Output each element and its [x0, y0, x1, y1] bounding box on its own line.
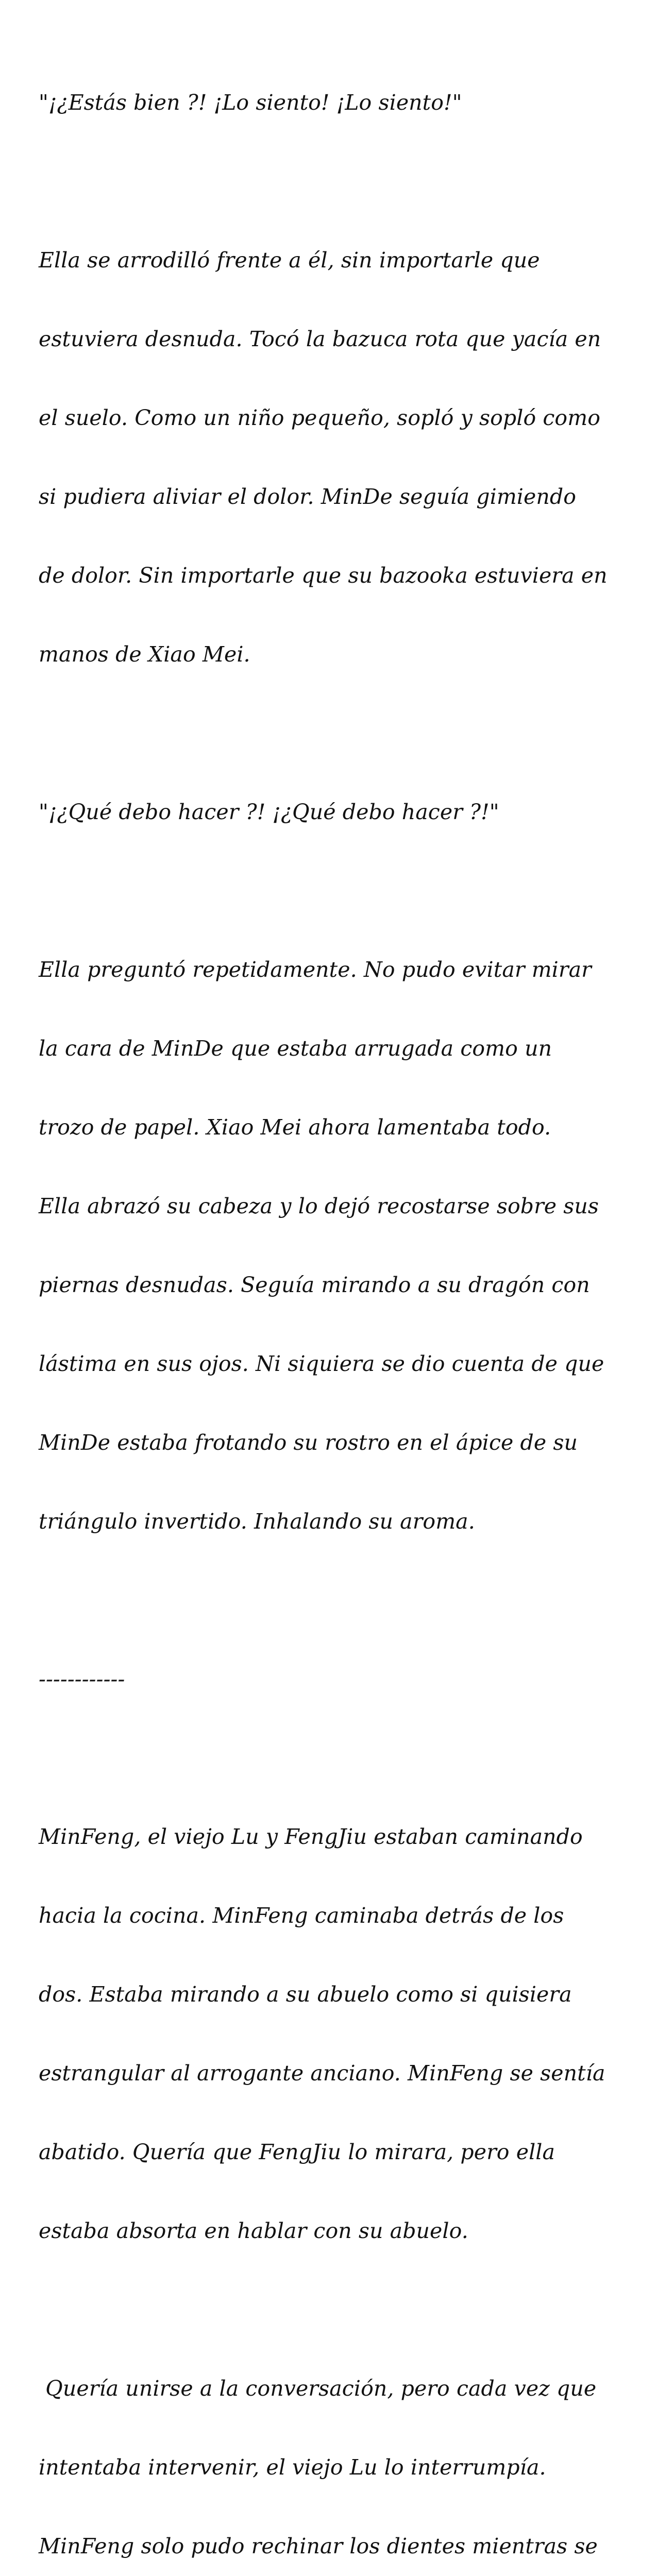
text-line: MinFeng, el viejo Lu y FengJiu estaban caminando	[39, 1824, 583, 1849]
text-line: "¡¿Qué debo hacer ?! ¡¿Qué debo hacer ?!"	[39, 800, 499, 824]
paragraph-gap	[39, 878, 636, 904]
document-page	[39, 37, 636, 2576]
paragraph-gap	[39, 1587, 636, 1614]
text-line: Ella preguntó repetidamente. No pudo evitar mirar	[39, 957, 592, 982]
text-line: Quería unirse a la conversación, pero cada vez que	[39, 2376, 597, 2401]
text-line: MinFeng solo pudo rechinar los dientes mientras se	[39, 2534, 598, 2558]
text-line: triángulo invertido. Inhalando su aroma.	[39, 1509, 475, 1534]
narration-paragraph-4	[39, 2323, 636, 2576]
text-line: el suelo. Como un niño pequeño, sopló y sopló como	[39, 405, 600, 430]
text-line: piernas desnudas. Seguía mirando a su dragón con	[39, 1273, 590, 1297]
dialogue-paragraph-1	[39, 37, 636, 168]
paragraph-gap	[39, 1745, 636, 1771]
text-line: hacia la cocina. MinFeng caminaba detrás de los	[39, 1903, 564, 1928]
paragraph-gap	[39, 720, 636, 747]
text-line: estrangular al arrogante anciano. MinFeng se sentía	[39, 2061, 605, 2086]
text-line: estuviera desnuda. Tocó la bazuca rota que yacía en	[39, 327, 601, 351]
text-line: intentaba intervenir, el viejo Lu lo interrumpía.	[39, 2455, 546, 2480]
narration-paragraph-2	[39, 904, 636, 1587]
text-line: la cara de MinDe que estaba arrugada como un	[39, 1036, 552, 1061]
scene-divider	[39, 1614, 636, 1745]
text-line: MinDe estaba frotando su rostro en el ápice de su	[39, 1430, 578, 1455]
text-line: "¡¿Estás bien ?! ¡Lo siento! ¡Lo siento!"	[39, 90, 462, 115]
text-line: si pudiera aliviar el dolor. MinDe seguía gimiendo	[39, 484, 577, 509]
text-line: abatido. Quería que FengJiu lo mirara, pero ella	[39, 2140, 555, 2164]
narration-paragraph-1	[39, 195, 636, 720]
dialogue-paragraph-2	[39, 747, 636, 878]
divider-text: ------------	[39, 1667, 125, 1691]
text-line: Ella se arrodilló frente a él, sin importarle que	[39, 248, 540, 273]
text-line: manos de Xiao Mei.	[39, 642, 250, 667]
paragraph-gap	[39, 168, 636, 195]
narration-paragraph-3	[39, 1771, 636, 2297]
text-line: Ella abrazó su cabeza y lo dejó recostarse sobre sus	[39, 1194, 599, 1218]
text-line: lástima en sus ojos. Ni siquiera se dio cuenta de que	[39, 1351, 604, 1376]
text-line: dos. Estaba mirando a su abuelo como si quisiera	[39, 1982, 572, 2007]
paragraph-gap	[39, 2297, 636, 2323]
text-line: trozo de papel. Xiao Mei ahora lamentaba todo.	[39, 1115, 551, 1140]
text-line: estaba absorta en hablar con su abuelo.	[39, 2218, 468, 2243]
text-line: de dolor. Sin importarle que su bazooka estuviera en	[39, 563, 608, 588]
